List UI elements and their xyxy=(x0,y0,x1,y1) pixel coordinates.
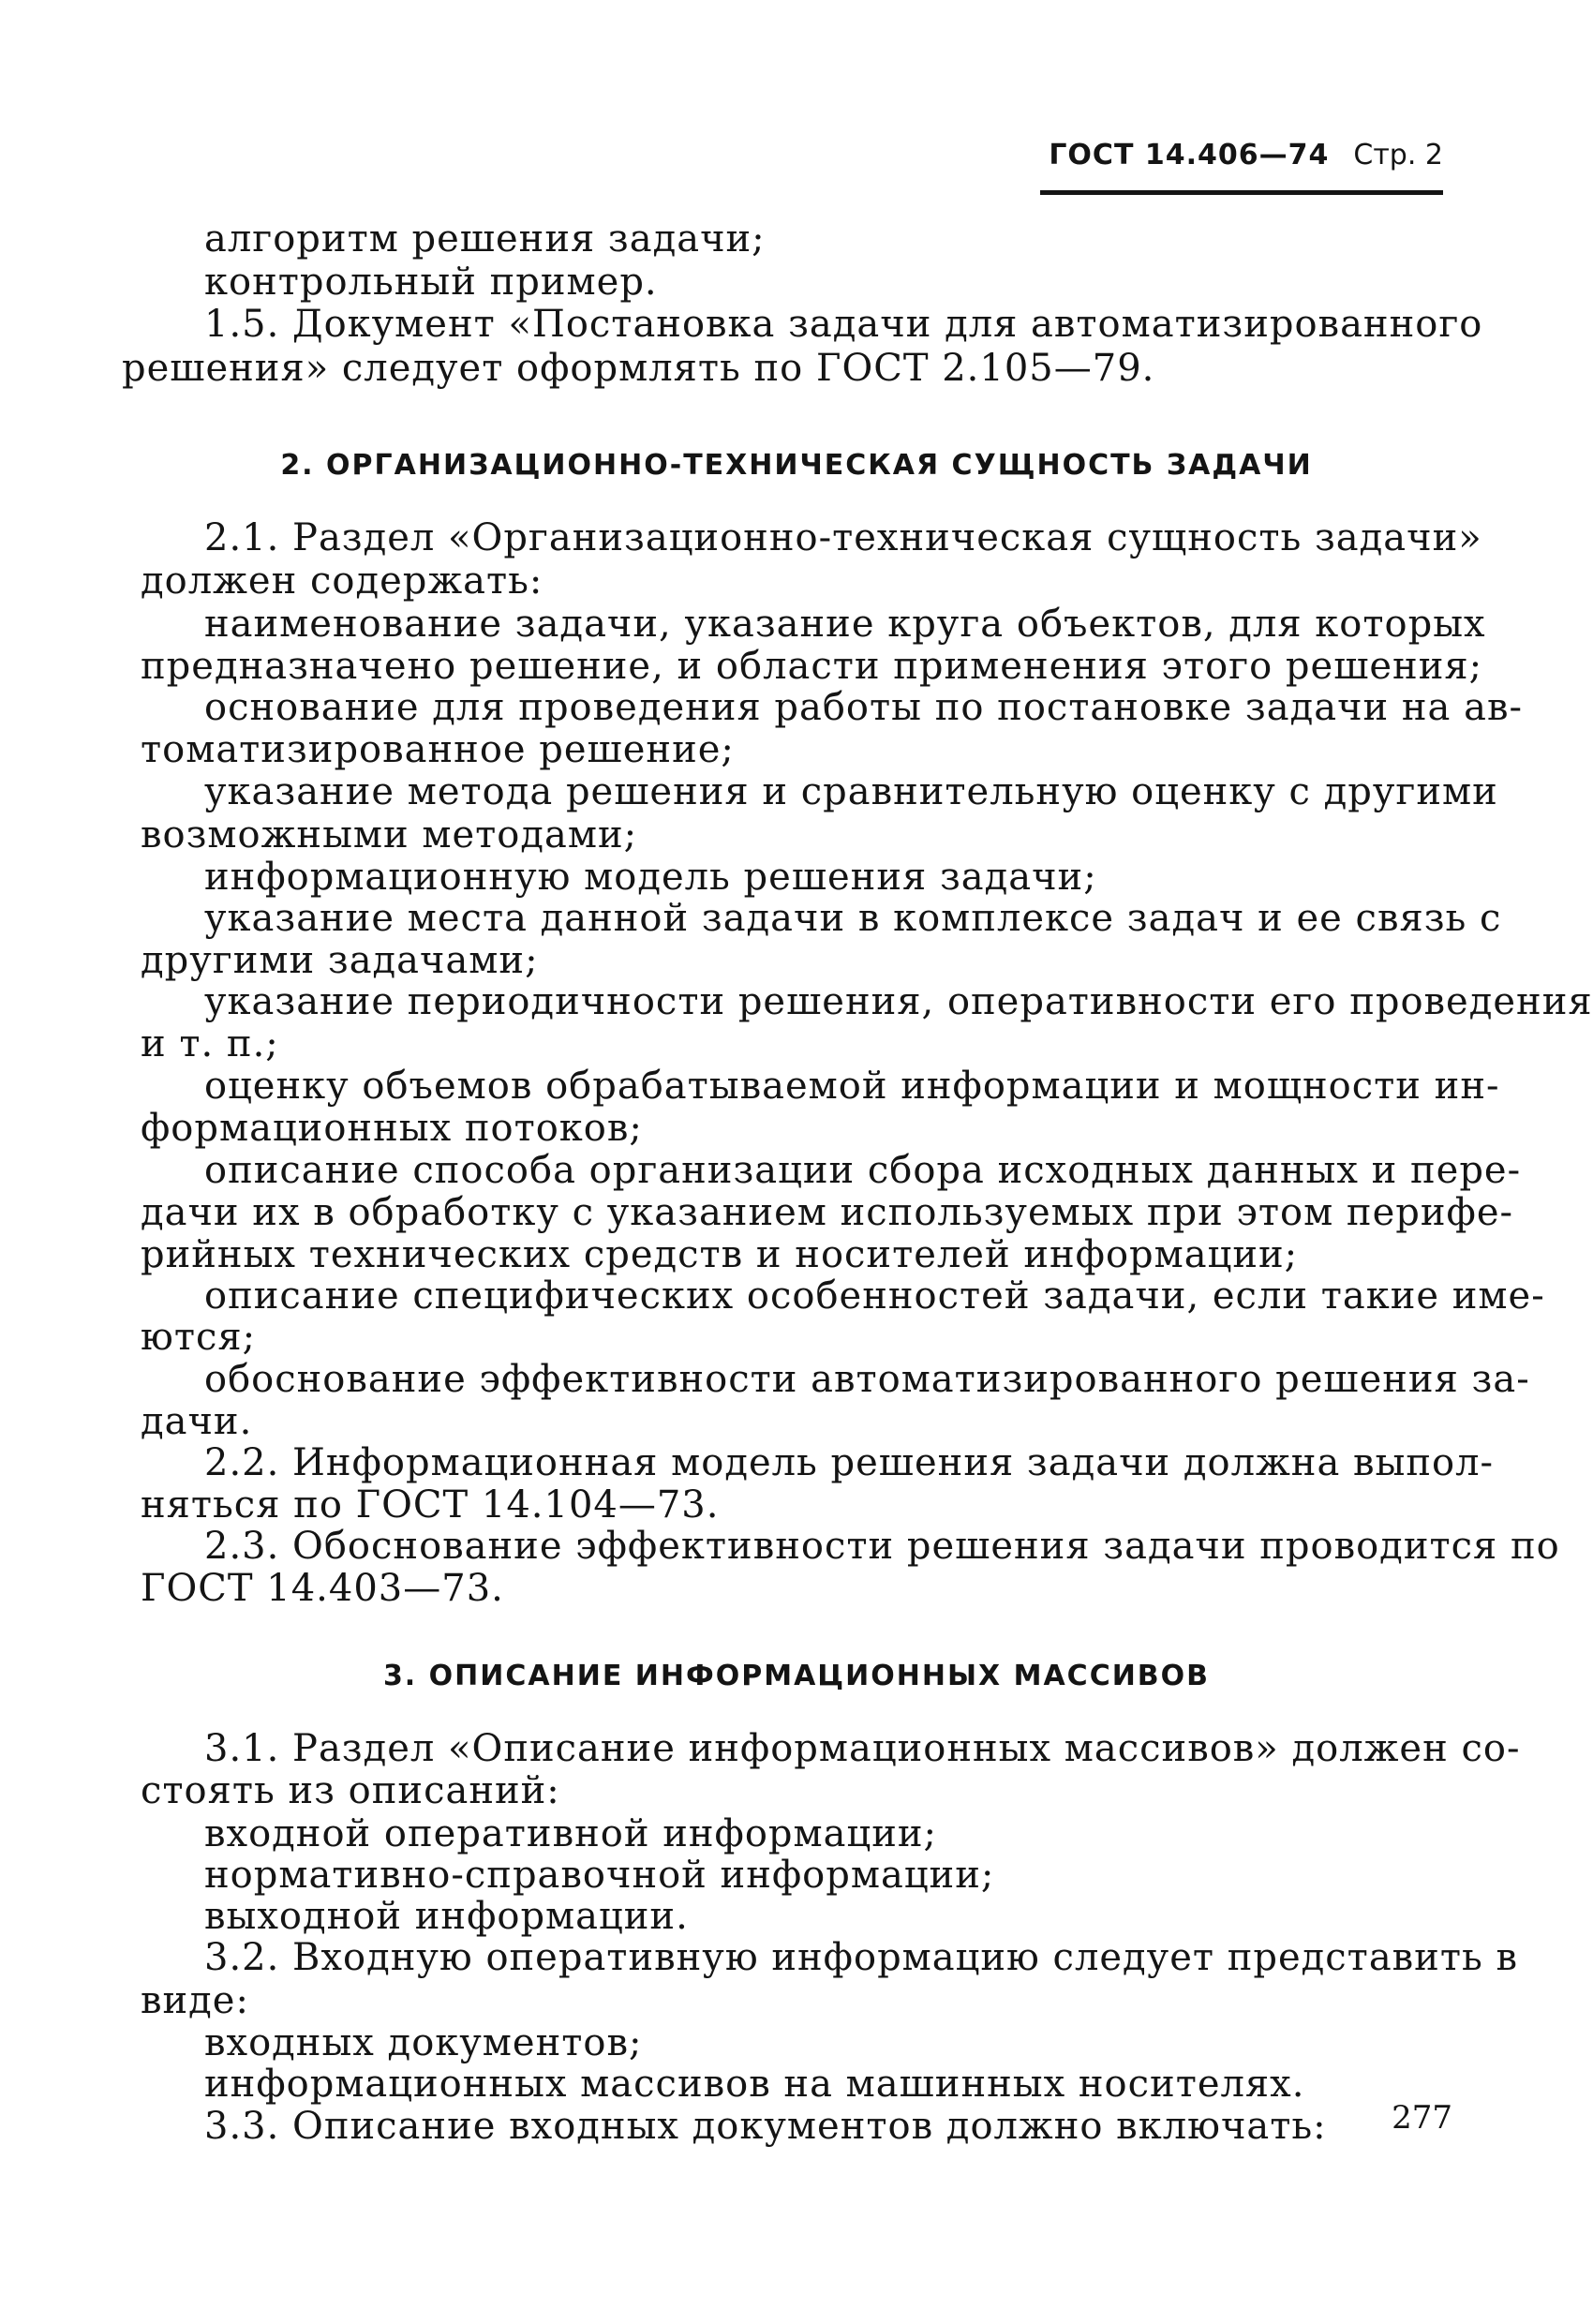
text-line: ГОСТ 14.403—73. xyxy=(141,1567,504,1610)
text-line: описание специфических особенностей задачи, если такие име- xyxy=(204,1274,1545,1318)
text-line: 1.5. Документ «Постановка задачи для автоматизированного xyxy=(204,303,1483,346)
text-line: решения» следует оформлять по ГОСТ 2.105—79. xyxy=(122,347,1155,390)
text-line: входных документов; xyxy=(204,2021,643,2064)
text-line: наименование задачи, указание круга объектов, для которых xyxy=(204,603,1486,646)
text-line: 2.2. Информационная модель решения задачи должна выпол- xyxy=(204,1441,1495,1484)
text-line: нормативно-справочной информации; xyxy=(204,1854,995,1897)
text-line: няться по ГОСТ 14.104—73. xyxy=(141,1483,720,1527)
text-line: ются; xyxy=(141,1316,257,1359)
section-heading-3: 3. ОПИСАНИЕ ИНФОРМАЦИОННЫХ МАССИВОВ xyxy=(382,1660,1211,1692)
text-line: 3.2. Входную оперативную информацию следует представить в xyxy=(204,1936,1518,1979)
running-header xyxy=(1021,139,1443,172)
text-line: 2.3. Обоснование эффективности решения задачи проводится по xyxy=(204,1525,1560,1568)
text-line: формационных потоков; xyxy=(141,1107,643,1150)
text-line: контрольный пример. xyxy=(204,261,658,304)
text-line: предназначено решение, и области применения этого решения; xyxy=(141,645,1483,688)
text-line: указание периодичности решения, оперативности его проведения xyxy=(204,980,1593,1023)
page-label: Стр. 2 xyxy=(1353,139,1443,171)
text-line: основание для проведения работы по постановке задачи на ав- xyxy=(204,686,1523,729)
text-line: указание места данной задачи в комплексе задач и ее связь с xyxy=(204,897,1502,940)
text-line: рийных технических средств и носителей информации; xyxy=(141,1233,1299,1276)
text-line: другими задачами; xyxy=(141,939,539,982)
text-line: входной оперативной информации; xyxy=(204,1812,937,1855)
text-line: 3.3. Описание входных документов должно включать: xyxy=(204,2105,1327,2148)
text-line: описание способа организации сбора исходных данных и пере- xyxy=(204,1149,1522,1192)
text-line: информационную модель решения задачи; xyxy=(204,856,1097,899)
text-line: дачи. xyxy=(141,1400,253,1443)
text-line: и т. п.; xyxy=(141,1022,279,1065)
text-line: должен содержать: xyxy=(141,559,543,603)
standard-number: ГОСТ 14.406—74 xyxy=(1049,139,1330,171)
text-line: возможными методами; xyxy=(141,813,638,857)
text-line: томатизированное решение; xyxy=(141,728,735,771)
section-heading-2: 2. ОРГАНИЗАЦИОННО-ТЕХНИЧЕСКАЯ СУЩНОСТЬ ЗАДАЧИ xyxy=(280,449,1313,482)
header-rule xyxy=(1040,190,1443,195)
text-line: алгоритм решения задачи; xyxy=(204,217,766,261)
text-line: указание метода решения и сравнительную оценку с другими xyxy=(204,770,1498,813)
text-line: стоять из описаний: xyxy=(141,1769,560,1812)
text-line: обоснование эффективности автоматизированного решения за- xyxy=(204,1358,1530,1401)
text-line: виде: xyxy=(141,1979,249,2022)
text-line: дачи их в обработку с указанием используемых при этом перифе- xyxy=(141,1191,1514,1234)
text-line: информационных массивов на машинных носителях. xyxy=(204,2063,1305,2106)
text-line: 2.1. Раздел «Организационно-техническая сущность задачи» xyxy=(204,516,1482,559)
text-line: оценку объемов обрабатываемой информации и мощности ин- xyxy=(204,1065,1500,1108)
text-line: 3.1. Раздел «Описание информационных массивов» должен со- xyxy=(204,1727,1521,1770)
text-line: выходной информации. xyxy=(204,1895,689,1938)
page-number: 277 xyxy=(1392,2099,1452,2137)
